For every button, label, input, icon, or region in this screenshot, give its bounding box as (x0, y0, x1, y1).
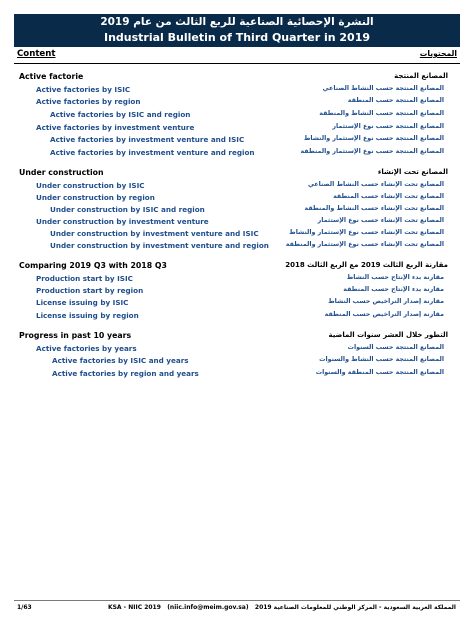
toc-item-label-en: Active factories by region (36, 97, 141, 106)
toc-item[interactable] (14, 274, 460, 286)
toc-item[interactable] (14, 229, 460, 241)
toc-item-label-en: Under construction by ISIC and region (50, 205, 205, 214)
toc-item[interactable] (14, 85, 460, 97)
toc-item-label-en: Under construction by ISIC (36, 181, 145, 190)
footer-source-arabic: المملكة العربية السعودية - المركز الوطني للمعلومات الصناعية 2019 (254, 604, 456, 611)
toc-item[interactable] (14, 123, 460, 135)
toc-item[interactable] (14, 110, 460, 122)
toc-item-label-en: Active factories by investment venture and ISIC (50, 135, 245, 144)
toc-item[interactable] (14, 344, 460, 356)
toc-item-label-en: License issuing by region (36, 311, 139, 320)
toc-item-label-ar: المصانع المنتجة حسب المنطقة (347, 97, 444, 104)
toc-item-label-en: Active factories by investment venture (36, 123, 195, 132)
footer-email: (niic.info@meim.gov.sa) (167, 604, 249, 611)
toc-item-label-ar: المصانع المنتجة حسب نوع الإستثمار (332, 123, 444, 130)
toc-section-label-ar: المصانع تحت الإنشاء (377, 168, 448, 176)
toc-item[interactable] (14, 205, 460, 217)
toc-item-label-en: Production start by ISIC (36, 274, 133, 283)
toc-section-under-construction[interactable] (14, 168, 460, 180)
toc-item-label-en: Active factories by ISIC and region (50, 110, 191, 119)
toc-item-label-ar: المصانع المنتجة حسب نوع الإستثمار والنشاط (303, 135, 444, 142)
page-number: 1/63 (17, 604, 32, 611)
toc-item-label-en: Active factories by region and years (52, 369, 199, 378)
toc-item-label-ar: المصانع المنتجة حسب النشاط الصناعي (322, 85, 444, 92)
toc-item-label-ar: مقارنة بدء الإنتاج حسب المنطقة (343, 286, 444, 293)
toc-item-label-en: Under construction by investment venture (36, 217, 209, 226)
toc-item-label-en: Under construction by investment venture and ISIC (50, 229, 259, 238)
toc-item[interactable] (14, 97, 460, 109)
toc-item-label-ar: المصانع تحت الإنشاء حسب نوع الإستثمار والمنطقة (285, 241, 444, 248)
content-heading-arabic: المحتويات (419, 49, 457, 58)
toc-section-label-en: Progress in past 10 years (19, 331, 132, 340)
toc-section-comparing-quarters[interactable] (14, 261, 460, 273)
toc-item[interactable] (14, 311, 460, 323)
toc-item-label-ar: المصانع المنتجة حسب نوع الإستثمار والمنطقة (300, 148, 444, 155)
toc-item-label-ar: مقارنة إصدار التراخيص حسب النشاط (328, 298, 444, 305)
table-of-contents-heading (14, 49, 460, 64)
toc-item[interactable] (14, 356, 460, 368)
toc-item-label-en: Under construction by investment venture and region (50, 241, 269, 250)
toc-item-label-ar: المصانع تحت الإنشاء حسب نوع الإستثمار والنشاط (289, 229, 444, 236)
toc-item-label-en: Active factories by ISIC and years (52, 356, 189, 365)
toc-section-active-factories[interactable] (14, 72, 460, 84)
page-footer (14, 600, 460, 615)
title-english: Industrial Bulletin of Third Quarter in 2019 (103, 31, 370, 44)
toc-item-label-ar: مقارنة إصدار التراخيص حسب المنطقة (324, 311, 444, 318)
content-heading-english: Content (17, 49, 56, 59)
toc-item-label-ar: المصانع تحت الإنشاء حسب النشاط والمنطقة (304, 205, 444, 212)
toc-item-label-ar: المصانع المنتجة حسب النشاط والمنطقة (319, 110, 444, 117)
toc-item-label-en: Production start by region (36, 286, 144, 295)
toc-section-label-ar: مقارنة الربع الثالث 2019 مع الربع الثالث 2018 (285, 261, 448, 269)
toc-item[interactable] (14, 286, 460, 298)
toc-section-progress-10-years[interactable] (14, 331, 460, 343)
toc-item[interactable] (14, 148, 460, 160)
toc-section-label-ar: المصانع المنتجة (394, 72, 448, 80)
toc-item[interactable] (14, 241, 460, 253)
toc-item-label-ar: المصانع المنتجة حسب السنوات (347, 344, 444, 351)
toc-section-label-ar: التطور خلال العشر سنوات الماضية (328, 331, 448, 339)
toc-section-label-en: Under construction (19, 168, 104, 177)
title-arabic: النشرة الإحصائية الصناعية للربع الثالث من عام 2019 (100, 16, 374, 28)
toc-item-label-en: License issuing by ISIC (36, 298, 129, 307)
toc-item[interactable] (14, 193, 460, 205)
toc-item-label-ar: مقارنة بدء الإنتاج حسب النشاط (346, 274, 444, 281)
toc-item-label-ar: المصانع تحت الإنشاء حسب المنطقة (333, 193, 444, 200)
toc-item[interactable] (14, 181, 460, 193)
toc-item[interactable] (14, 217, 460, 229)
toc-item[interactable] (14, 298, 460, 310)
toc-item-label-ar: المصانع المنتجة حسب المنطقة والسنوات (315, 369, 444, 376)
toc-section-label-en: Active factorie (19, 72, 84, 81)
toc-item-label-en: Active factories by years (36, 344, 137, 353)
toc-item-label-ar: المصانع تحت الإنشاء حسب نوع الإستثمار (317, 217, 444, 224)
footer-source-english: KSA - NIIC 2019 (107, 604, 161, 611)
toc-item-label-ar: المصانع المنتجة حسب النشاط والسنوات (319, 356, 444, 363)
toc-item[interactable] (14, 369, 460, 381)
toc-item-label-en: Under construction by region (36, 193, 155, 202)
footer-source (108, 604, 456, 611)
toc-item[interactable] (14, 135, 460, 147)
toc-item-label-ar: المصانع تحت الإنشاء حسب النشاط الصناعي (307, 181, 444, 188)
bulletin-header (14, 14, 460, 47)
toc-item-label-en: Active factories by investment venture and region (50, 148, 255, 157)
toc-item-label-en: Active factories by ISIC (36, 85, 131, 94)
toc-section-label-en: Comparing 2019 Q3 with 2018 Q3 (19, 261, 167, 270)
